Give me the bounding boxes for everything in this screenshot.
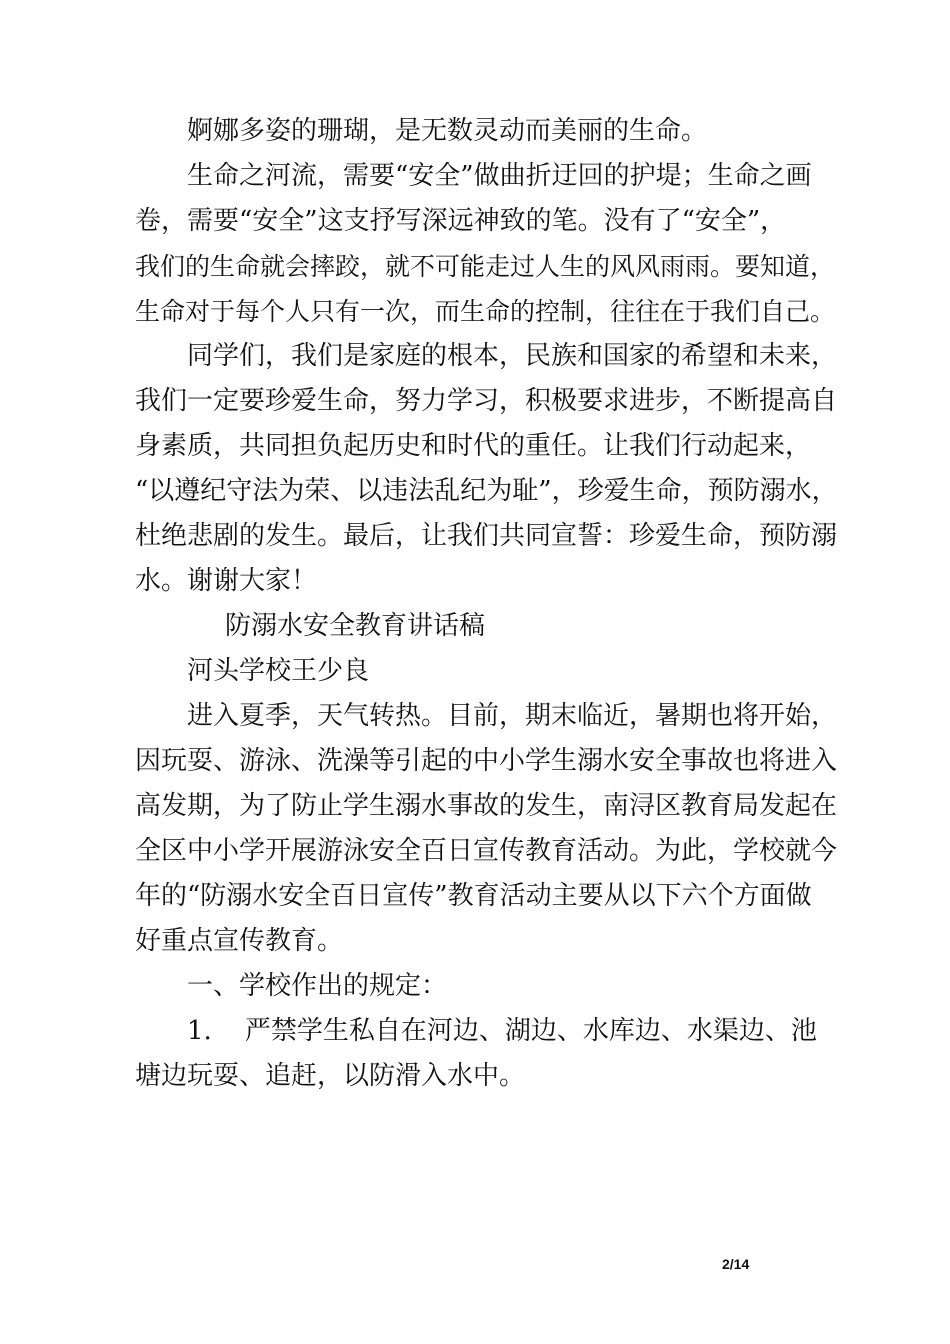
text-line: 身素质，共同担负起历史和时代的重任。让我们行动起来， <box>135 431 812 461</box>
text-line: 婀娜多姿的珊瑚，是无数灵动而美丽的生命。 <box>187 116 708 146</box>
list-item: 1. 严禁学生私自在河边、湖边、水库边、水渠边、池 <box>187 1016 817 1046</box>
text-line: 同学们，我们是家庭的根本，民族和国家的希望和未来， <box>187 341 838 371</box>
document-body <box>135 109 840 1099</box>
text-line: 全区中小学开展游泳安全百日宣传教育活动。为此，学校就今 <box>135 836 838 866</box>
author-line: 河头学校王少良 <box>187 656 370 686</box>
text-line: 好重点宣传教育。 <box>135 926 344 956</box>
text-line: 我们的生命就会摔跤，就不可能走过人生的风风雨雨。要知道， <box>135 252 836 281</box>
text-line: 进入夏季，天气转热。目前，期末临近，暑期也将开始， <box>187 701 838 731</box>
text-line: 水。谢谢大家！ <box>135 566 318 596</box>
text-line: “以遵纪守法为荣、以违法乱纪为耻”，珍爱生命，预防溺水， <box>135 476 838 506</box>
page-number: 2/14 <box>722 1256 750 1272</box>
text-line: 高发期，为了防止学生溺水事故的发生，南浔区教育局发起在 <box>135 791 838 821</box>
text-line: 年的“防溺水安全百日宣传”教育活动主要从以下六个方面做 <box>135 881 812 911</box>
text-line: 杜绝悲剧的发生。最后，让我们共同宣誓：珍爱生命，预防溺 <box>135 521 838 551</box>
section-title: 防溺水安全教育讲话稿 <box>225 611 486 641</box>
text-line: 生命对于每个人只有一次，而生命的控制，往往在于我们自己。 <box>135 297 836 326</box>
text-line: 生命之河流，需要“安全”做曲折迂回的护堤；生命之画 <box>187 161 812 191</box>
text-line: 我们一定要珍爱生命，努力学习，积极要求进步，不断提高自 <box>135 386 838 416</box>
text-line: 塘边玩耍、追赶，以防滑入水中。 <box>135 1061 526 1091</box>
list-heading: 一、学校作出的规定： <box>187 971 448 1001</box>
text-line: 卷，需要“安全”这支抒写深远神致的笔。没有了“安全”， <box>135 206 787 236</box>
text-line: 因玩耍、游泳、洗澡等引起的中小学生溺水安全事故也将进入 <box>135 746 838 776</box>
